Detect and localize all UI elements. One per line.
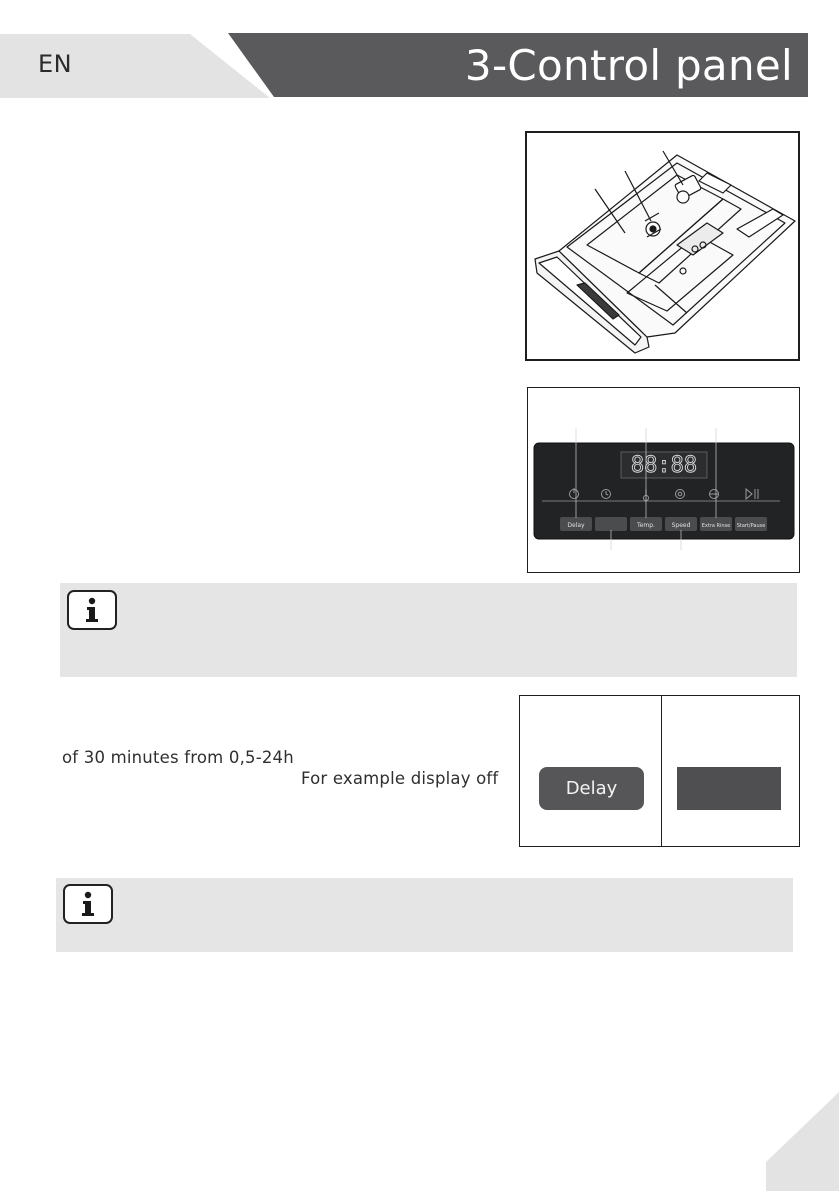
info-icon (67, 590, 117, 630)
detergent-drawer-drawing (527, 133, 798, 359)
info-note-box-2 (56, 878, 793, 952)
panel-button-extra-rinse-label: Extra Rinse (701, 523, 731, 529)
detergent-drawer-figure (525, 131, 800, 361)
delay-button-lit: Delay (539, 767, 644, 810)
display-digits: 88:88 (630, 453, 698, 478)
panel-button-temp-label: Temp. (637, 522, 655, 529)
delay-example-text: For example display off (301, 769, 499, 788)
panel-button-blank (595, 517, 627, 531)
page-title: 3-Control panel (464, 41, 793, 90)
delay-range-text: of 30 minutes from 0,5-24h (62, 748, 294, 767)
control-panel-drawing (528, 388, 799, 572)
panel-button-delay-label: Delay (567, 522, 585, 529)
info-glyph (85, 597, 99, 623)
page-corner-shape (766, 1092, 839, 1191)
info-note-box (60, 583, 797, 677)
control-panel-figure (527, 387, 800, 573)
delay-button-unlit (677, 767, 781, 810)
language-label: EN (38, 50, 73, 78)
panel-button-speed-label: Speed (671, 522, 691, 529)
info-glyph (81, 891, 95, 917)
info-icon (63, 884, 113, 924)
panel-button-start-pause-label: Start/Pause (736, 523, 766, 529)
delay-figure-divider (661, 695, 662, 847)
